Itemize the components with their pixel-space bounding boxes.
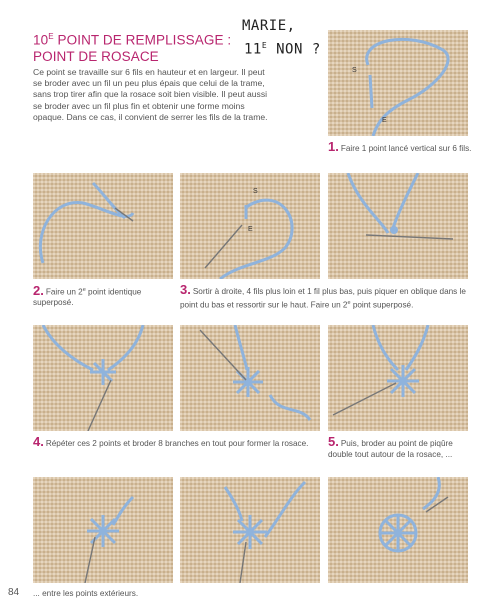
step6c-photo [328, 477, 468, 583]
label-e: E [382, 117, 387, 124]
label-s: S [352, 67, 357, 74]
step1-photo [328, 30, 468, 136]
step1-caption: 1. Faire 1 point lancé vertical sur 6 fils. [328, 139, 472, 154]
page-title: $10^E$ POINT DE REMPLISSAGE : POINT DE ROSACE [33, 32, 232, 64]
step3-caption: 3. Sortir à droite, 4 fils plus loin et 1 fil plus bas, puis piquer en oblique dans le point du bas et ressortir sur le haut. Faire un 2e point superposé. [180, 282, 466, 310]
handwritten-note-line2: $11^E$ NON ? [244, 41, 321, 58]
step4-caption: 4. Répéter ces 2 points et broder 8 branches en tout pour former la rosace. [33, 434, 309, 449]
step4b-photo [180, 325, 320, 431]
step6b-photo [180, 477, 320, 583]
step5-photo [328, 325, 468, 431]
label-s: S [253, 188, 258, 195]
step4-photo [33, 325, 173, 431]
step2-photo [33, 173, 173, 279]
page-number: 84 [8, 587, 20, 598]
step6-photo [33, 477, 173, 583]
step5-caption: 5. Puis, broder au point de piqûre double tout autour de la rosace, ... [328, 434, 453, 459]
label-e: E [248, 226, 253, 233]
intro-paragraph: Ce point se travaille sur 6 fils en hauteur et en largeur. Il peut se broder avec un fil un peu plus épais que celui de la trame, sans trop tirer afin que la rosace soit bien visible. Il peut aussi se broder avec un fil plus fin et obtenir une forme moins opaque. Dans ce cas, il convient de serrer les fils de la trame. [33, 67, 268, 122]
handwritten-note-line1: MARIE, [242, 18, 296, 34]
step3-photo [180, 173, 320, 279]
step3b-photo [328, 173, 468, 279]
step2-caption: 2. Faire un 2e point identique superposé. [33, 282, 142, 308]
step6-caption: ... entre les points extérieurs. [33, 589, 139, 598]
